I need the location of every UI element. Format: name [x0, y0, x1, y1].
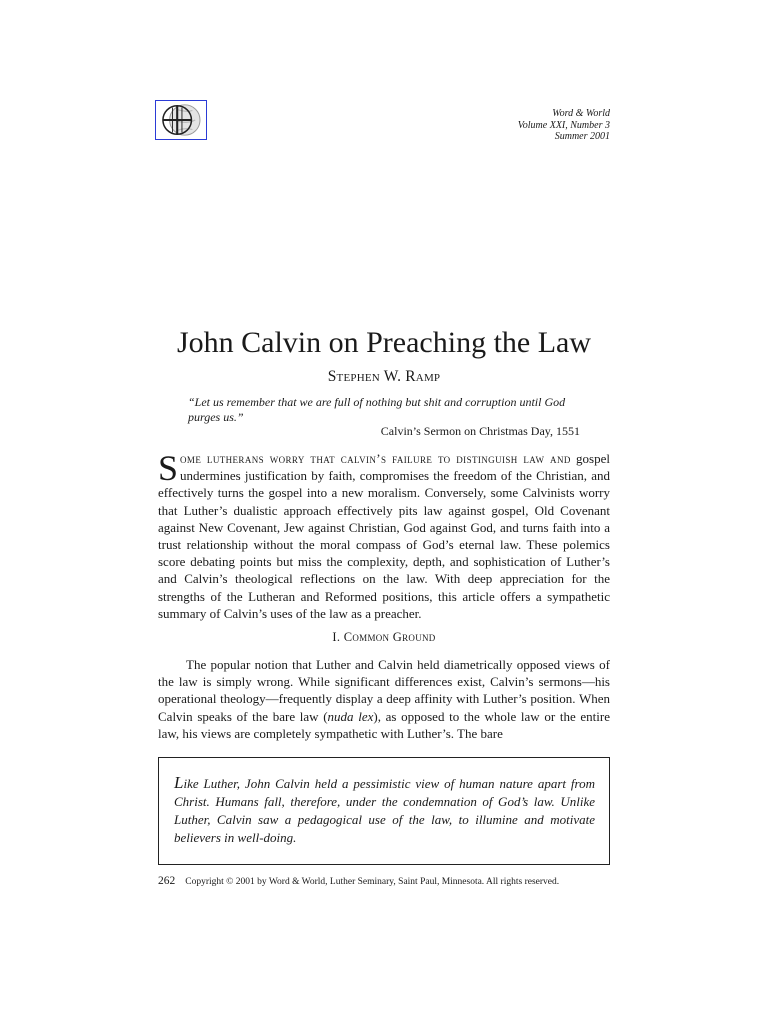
journal-logo	[155, 100, 207, 140]
journal-masthead	[518, 108, 610, 143]
section-text-after: ), as opposed to the whole law or the entire law, his views are completely sympathetic with Luther’s. The bare	[158, 708, 610, 741]
latin-term: nuda lex	[327, 708, 374, 724]
pull-quote-first-letter: L	[174, 773, 184, 792]
intro-paragraph	[158, 450, 610, 622]
section-heading: I. Common Ground	[332, 630, 436, 644]
section-text-before: The popular notion that Luther and Calvin held diametrically opposed views of the law is simply wrong. While significant differences exist, Calvin’s sermons—his operational theology—frequently display a deep affinity with Luther’s position. When Calvin speaks of the bare law (	[158, 657, 610, 724]
drop-cap: S	[158, 448, 179, 488]
copyright-notice: Copyright © 2001 by Word & World, Luther Seminary, Saint Paul, Minnesota. All rights reserved.	[185, 877, 560, 887]
page-number: 262	[158, 875, 176, 887]
article-title: John Calvin on Preaching the Law	[176, 326, 592, 359]
epigraph-source: Calvin’s Sermon on Christmas Day, 1551	[380, 424, 580, 438]
cross-globe-icon	[156, 101, 206, 139]
section-paragraph	[158, 656, 610, 742]
pull-quote-text: ike Luther, John Calvin held a pessimistic view of human nature apart from Christ. Humans fall, therefore, under the condemnation of God’s law. Unlike Luther, Calvin saw a pedagogical use of the law, to illumine and motivate believers in well-doing.	[174, 776, 595, 845]
journal-volume: Volume XXI, Number 3	[517, 119, 610, 131]
article-author: Stephen W. Ramp	[327, 368, 441, 385]
page-footer	[158, 875, 559, 888]
journal-season: Summer 2001	[554, 131, 610, 142]
intro-lead-caps: ome lutherans worry that calvin’s failure to distinguish law and	[180, 451, 571, 466]
intro-text: gospel undermines justification by faith, compromises the freedom of the Christian, and effectively turns the gospel into a new moralism. Conversely, some Calvinists worry that Luther’s dualistic approach effectively pits law against gospel, Old Covenant against New Covenant, Jew against Christian, God against God, and turns faith into a trust relationship without the moral compass of God’s eternal law. These polemics score debating points but miss the complexity, depth, and sophistication of Luther’s and Calvin’s theological reflections on the law. With deep appreciation for the strengths of the Lutheran and Reformed positions, this article offers a sympathetic summary of Calvin’s uses of the law as a preacher.	[158, 451, 610, 621]
epigraph-quote: “Let us remember that we are full of nothing but shit and corruption until God purges us.”	[188, 395, 566, 424]
pull-quote-box	[158, 757, 610, 865]
journal-name: Word & World	[552, 108, 610, 119]
